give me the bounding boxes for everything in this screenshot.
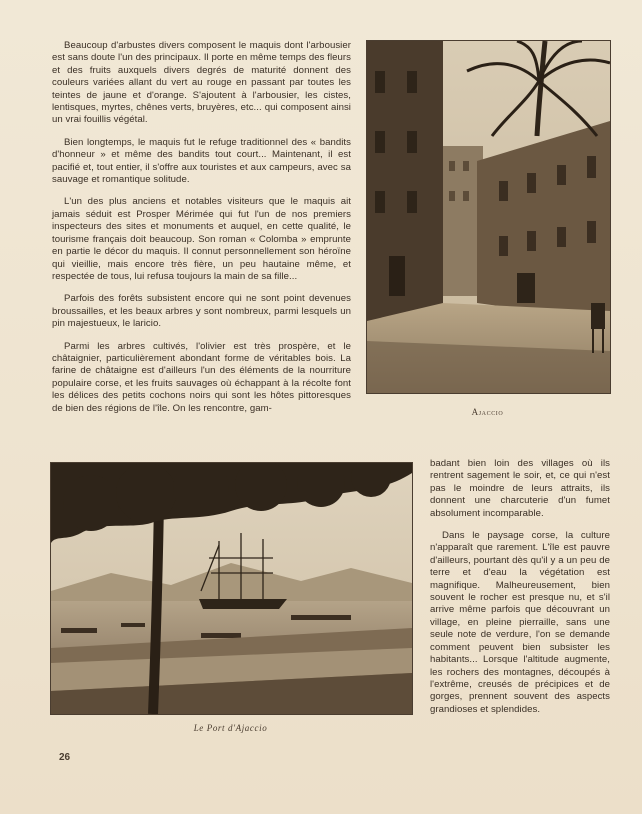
photo-port-ajaccio — [50, 462, 413, 715]
article-paragraph: Bien longtemps, le maquis fut le refuge traditionnel des « bandits d'honneur » et même des bandits tout court... Maintenant, il est pacifié et, tout entier, il s'offre aux touristes et aux campeurs, avec sa sauvage et romantique solitude. — [52, 136, 351, 186]
photo-ajaccio-street — [366, 40, 611, 394]
article-paragraph: badant bien loin des villages où ils rentrent sagement le soir, et, ce qui n'est pas le moindre de leurs attraits, ils donnent une charcuterie d'un fumet absolument incomparable. — [430, 458, 610, 519]
page-number: 26 — [59, 752, 71, 763]
photo-caption: Le Port d'Ajaccio — [193, 723, 268, 733]
article-column-top — [52, 40, 351, 425]
article-paragraph: Dans le paysage corse, la culture n'apparaît que rarement. L'île est pauvre d'ailleurs, pourtant dès qu'il y a un peu de terre et d'eau la végétation est magnifique. Malheureusement, bien souvent le rocher est presque nu, et s'il arrive même parfois que découvrant un village, en pleine pierraille, sans une seule note de verdure, l'on se demande comment peuvent bien subsister les habitants... Lorsque l'altitude augmente, les rochers des montagnes, découpés à l'extrême, creusés de précipices et de gorges, prennent souvent des aspects grandioses et splendides. — [430, 530, 610, 715]
article-paragraph: Beaucoup d'arbustes divers composent le maquis dont l'arbousier est sans doute l'un des principaux. Il porte en même temps des fleurs et des fruits auxquels divers degrés de maturité donnent des couleurs variées allant du vert au rouge en passant par toutes les teintes de jaune et d'orange. S'ajoutent à l'arbousier, les cistes, lentisques, myrtes, chênes verts, bruyères, etc... qui composent ainsi un vrai fouillis végétal. — [52, 40, 351, 126]
article-column-bottom — [430, 458, 610, 726]
article-paragraph: L'un des plus anciens et notables visiteurs que le maquis ait jamais séduit est Prosper Mérimée qui fut l'un de nos premiers inspecteurs des sites et monuments et auquel, en cette qualité, le tourisme français doit beaucoup. Son roman « Colomba » emprunte en partie le décor du maquis. Il connut personnellement son héroïne qui vieillie, mais encore très fière, un peu hautaine même, et respectée de tous, lui refusa toujours la main de sa fille... — [52, 196, 351, 282]
article-paragraph: Parmi les arbres cultivés, l'olivier est très prospère, et le châtaignier, particulièrement abondant forme de véritables bois. La farine de châtaigne est d'ailleurs l'un des éléments de la nourriture populaire corse, et les fruits sauvages où échappant à la récolte font les délices des petits cochons noirs qui sont les hôtes pittoresques de bien des régions de l'île. On les rencontre, gam- — [52, 340, 351, 414]
photo-caption: Ajaccio — [471, 407, 504, 417]
article-paragraph: Parfois des forêts subsistent encore qui ne sont point devenues broussailles, et les beaux arbres y sont nombreux, parmi lesquels un pin majestueux, le laricio. — [52, 293, 351, 330]
